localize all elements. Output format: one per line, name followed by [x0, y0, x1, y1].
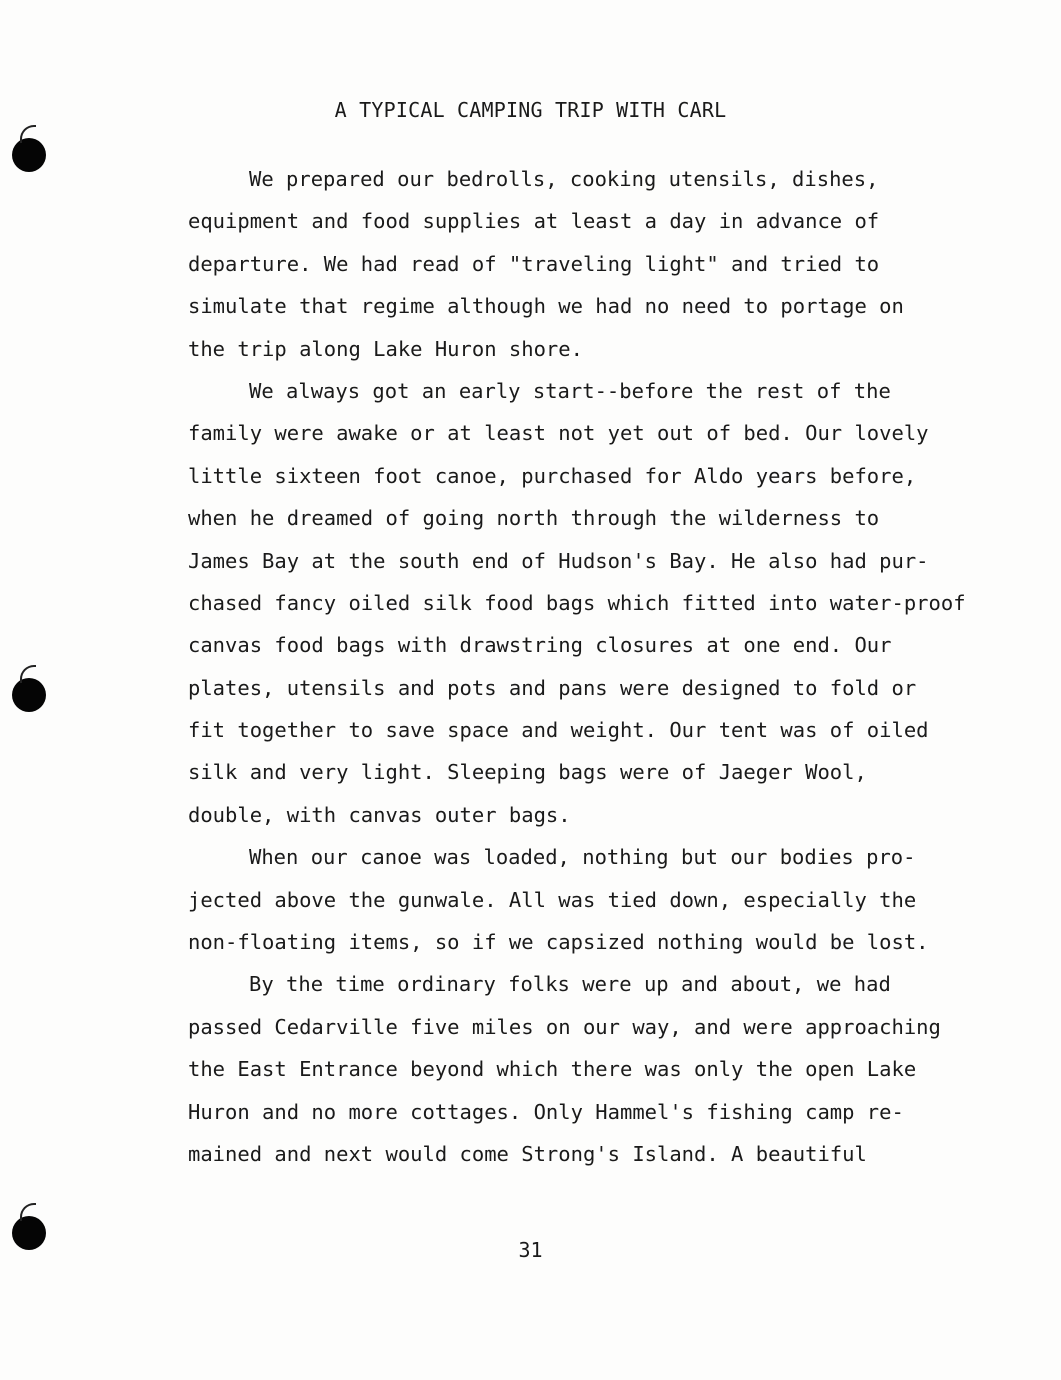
binder-hole-middle [12, 678, 46, 712]
binder-hole-top [12, 138, 46, 172]
text-line: Huron and no more cottages. Only Hammel's fishing camp re- [188, 1099, 904, 1124]
text-line: fit together to save space and weight. Our tent was of oiled [188, 718, 929, 743]
text-line: simulate that regime although we had no need to portage on [188, 294, 904, 319]
text-line: By the time ordinary folks were up and about, we had [249, 972, 891, 997]
page-number: 31 [518, 1238, 543, 1262]
text-line: plates, utensils and pots and pans were designed to fold or [188, 675, 917, 700]
text-line: James Bay at the south end of Hudson's Bay. He also had pur- [188, 548, 929, 573]
text-line: We always got an early start--before the rest of the [249, 378, 891, 403]
text-line: mained and next would come Strong's Island. A beautiful [188, 1141, 867, 1166]
text-line: little sixteen foot canoe, purchased for Aldo years before, [188, 463, 917, 488]
text-line: When our canoe was loaded, nothing but our bodies pro- [249, 845, 916, 870]
text-line: silk and very light. Sleeping bags were of Jaeger Wool, [188, 760, 867, 785]
text-line: family were awake or at least not yet out of bed. Our lovely [188, 421, 929, 446]
text-line: when he dreamed of going north through the wilderness to [188, 506, 880, 531]
page-title: A TYPICAL CAMPING TRIP WITH CARL [334, 98, 727, 122]
text-line: double, with canvas outer bags. [188, 802, 571, 827]
text-line: the trip along Lake Huron shore. [188, 336, 583, 361]
text-line: the East Entrance beyond which there was only the open Lake [188, 1057, 917, 1082]
body-text [188, 158, 988, 1175]
text-line: non-floating items, so if we capsized nothing would be lost. [188, 930, 929, 955]
text-line: departure. We had read of "traveling light" and tried to [188, 251, 880, 276]
text-line: equipment and food supplies at least a day in advance of [188, 209, 880, 234]
text-line: jected above the gunwale. All was tied down, especially the [188, 887, 917, 912]
text-line: canvas food bags with drawstring closures at one end. Our [188, 633, 892, 658]
text-line: passed Cedarville five miles on our way, and were approaching [188, 1014, 941, 1039]
text-line: We prepared our bedrolls, cooking utensils, dishes, [249, 167, 879, 191]
text-line: chased fancy oiled silk food bags which fitted into water-proof [188, 590, 966, 615]
